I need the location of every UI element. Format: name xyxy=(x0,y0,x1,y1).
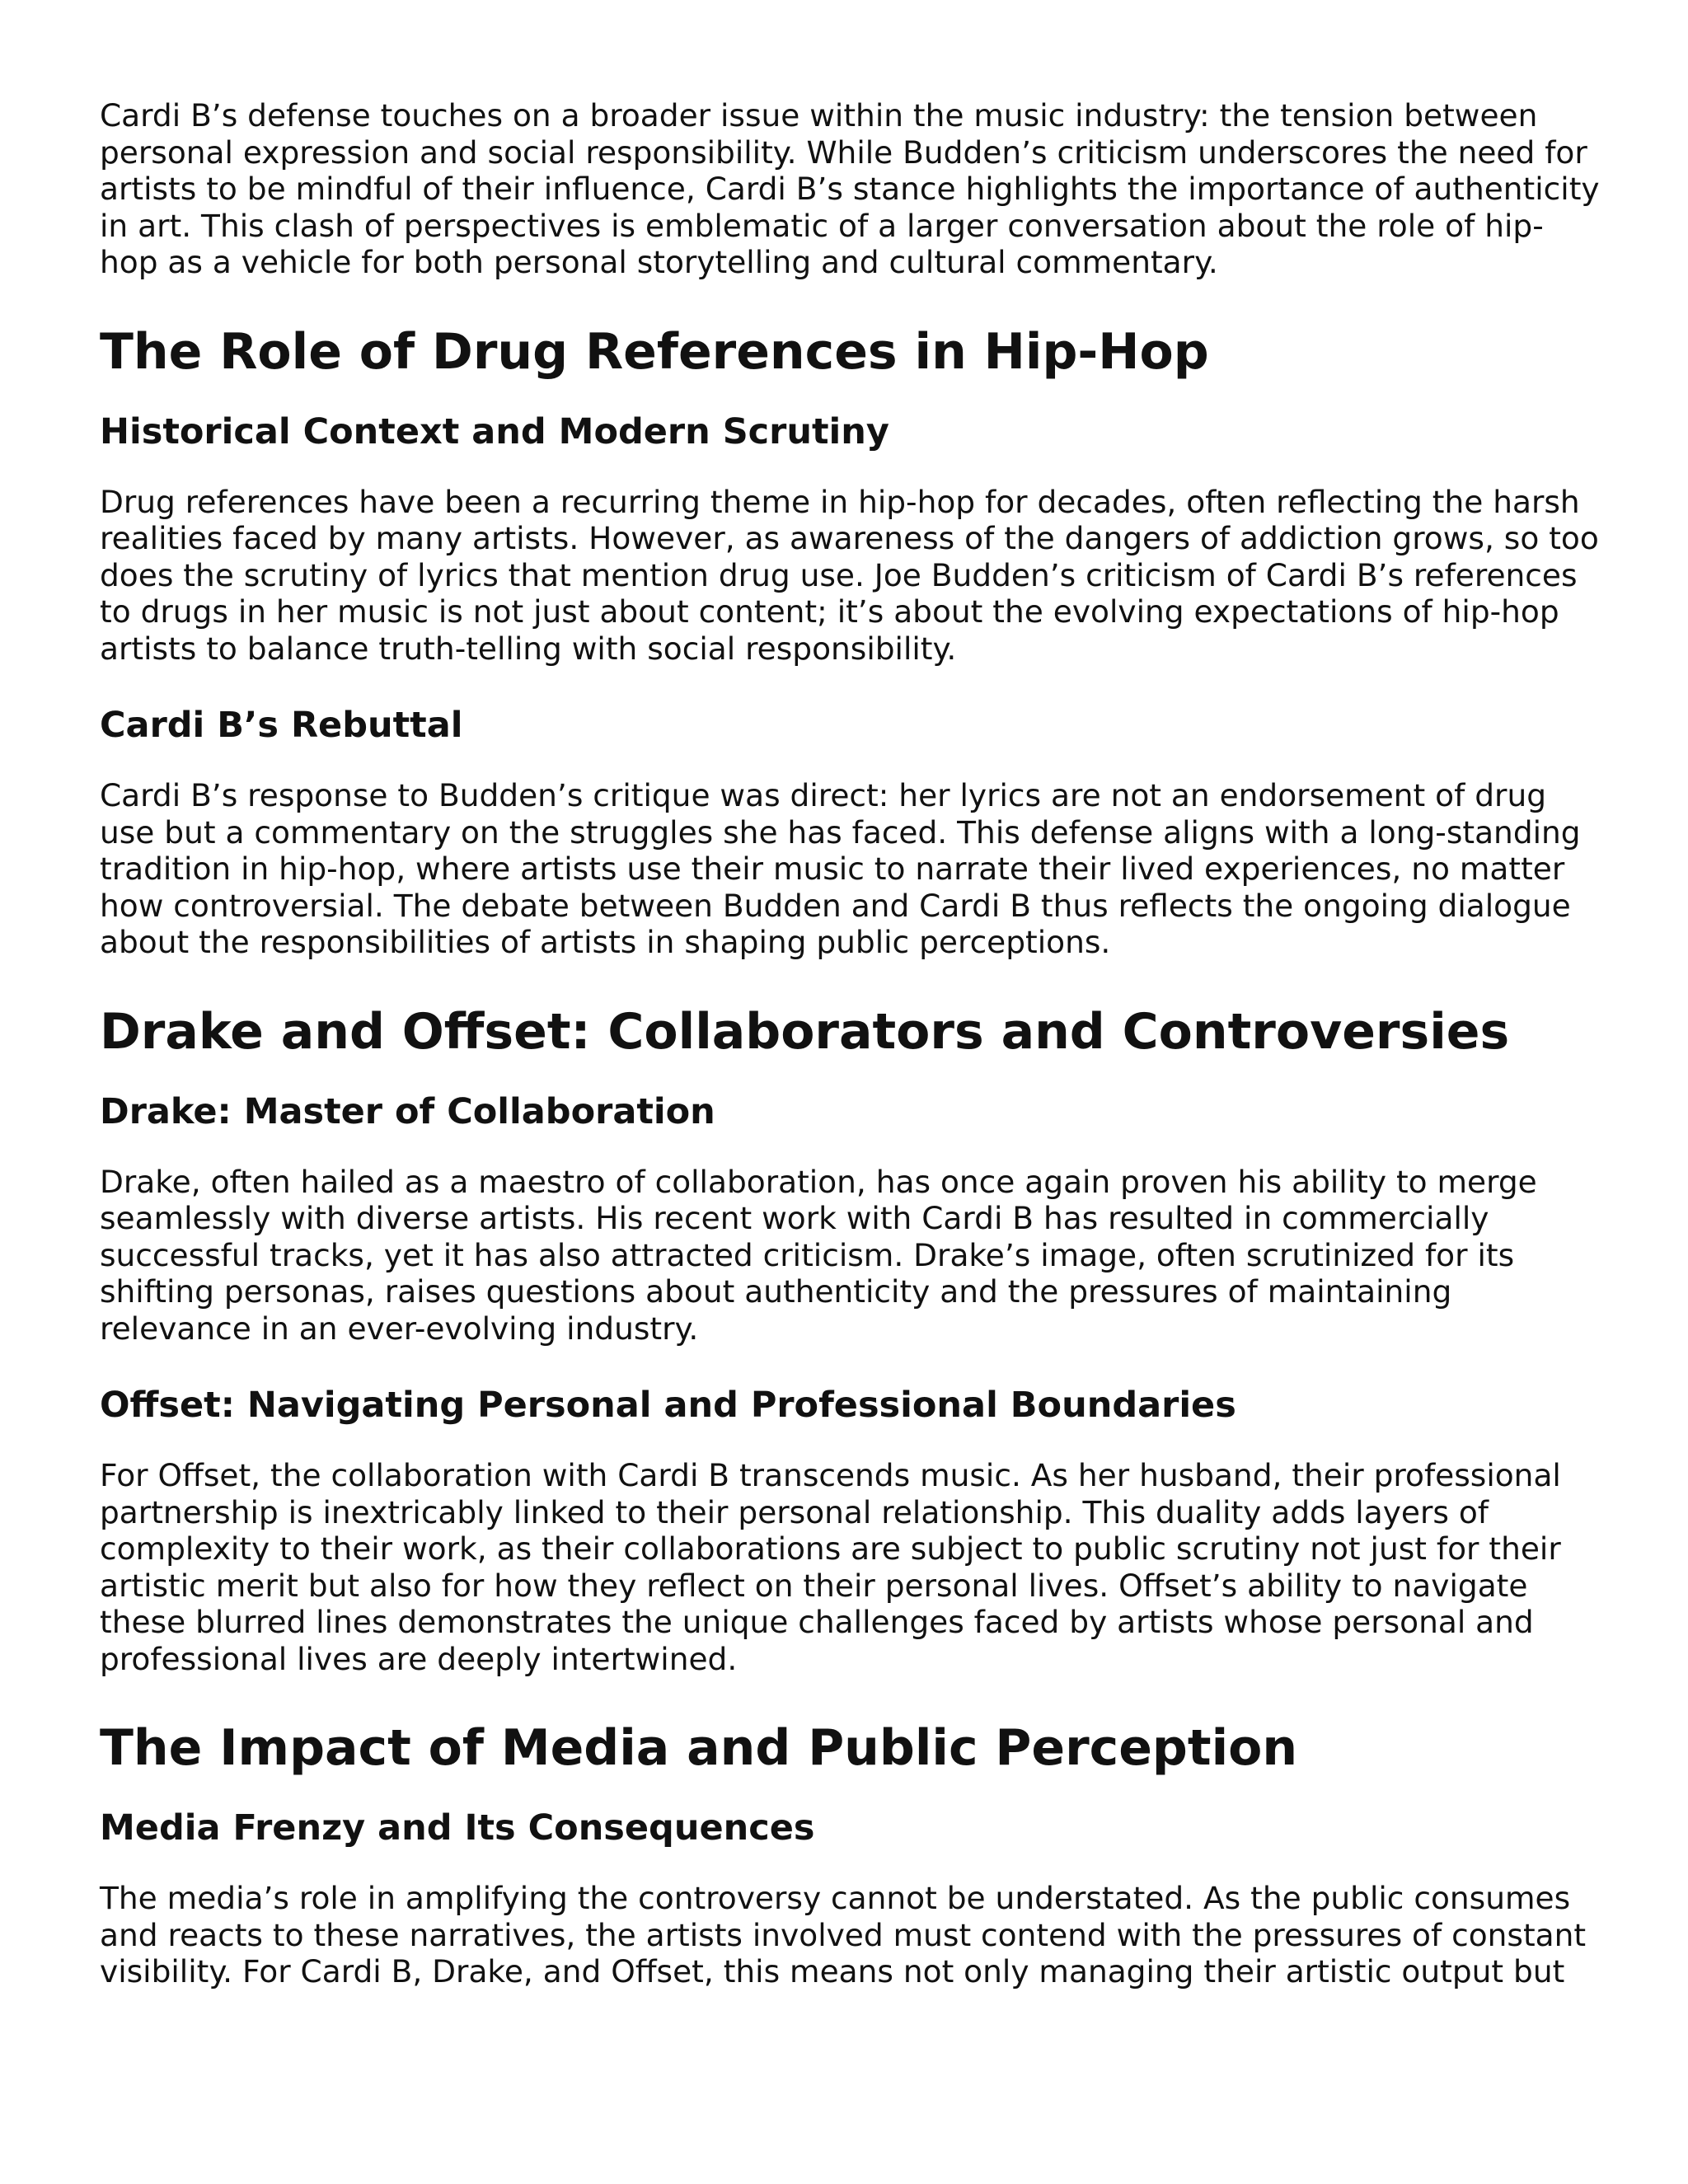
paragraph-drake-collaboration: Drake, often hailed as a maestro of collaboration, has once again proven his ability to merge seamlessly with diverse artists. His recent work with Cardi B has resulted in commercially successful tracks, yet it has also attracted criticism. Drake’s image, often scrutinized for its shifting personas, raises questions about authenticity and the pressures of maintaining relevance in an ever-evolving industry. xyxy=(100,1163,1537,1347)
section-heading-drake-offset: Drake and Offset: Collaborators and Controversies xyxy=(100,1002,1510,1061)
section-heading-media-perception: The Impact of Media and Public Perception xyxy=(100,1719,1298,1777)
subheading-media-frenzy: Media Frenzy and Its Consequences xyxy=(100,1807,815,1849)
document-page xyxy=(100,97,1600,1990)
intro-paragraph: Cardi B’s defense touches on a broader issue within the music industry: the tension between personal expression and social responsibility. While Budden’s criticism underscores the need for artists to be mindful of their influence, Cardi B’s stance highlights the importance of authenticity in art. This clash of perspectives is emblematic of a larger conversation about the role of hip-hop as a vehicle for both personal storytelling and cultural commentary. xyxy=(100,97,1600,280)
paragraph-offset-boundaries: For Offset, the collaboration with Cardi B transcends music. As her husband, their professional partnership is inextricably linked to their personal relationship. This duality adds layers of complexity to their work, as their collaborations are subject to public scrutiny not just for their artistic merit but also for how they reflect on their personal lives. Offset’s ability to navigate these blurred lines demonstrates the unique challenges faced by artists whose personal and professional lives are deeply intertwined. xyxy=(100,1457,1561,1677)
subheading-historical-context: Historical Context and Modern Scrutiny xyxy=(100,410,889,452)
subheading-drake-collaboration: Drake: Master of Collaboration xyxy=(100,1090,715,1132)
paragraph-historical-context: Drug references have been a recurring theme in hip-hop for decades, often reflecting the harsh realities faced by many artists. However, as awareness of the dangers of addiction grows, so too does the scrutiny of lyrics that mention drug use. Joe Budden’s criticism of Cardi B’s references to drugs in her music is not just about content; it’s about the evolving expectations of hip-hop artists to balance truth-telling with social responsibility. xyxy=(100,483,1599,667)
section-heading-drug-references: The Role of Drug References in Hip-Hop xyxy=(100,322,1209,381)
paragraph-media-frenzy: The media’s role in amplifying the controversy cannot be understated. As the public consumes and reacts to these narratives, the artists involved must contend with the pressures of constant visibility. For Cardi B, Drake, and Offset, this means not only managing their artistic output but xyxy=(100,1880,1587,1990)
subheading-offset-boundaries: Offset: Navigating Personal and Professional Boundaries xyxy=(100,1385,1236,1426)
paragraph-cardi-rebuttal: Cardi B’s response to Budden’s critique was direct: her lyrics are not an endorsement of drug use but a commentary on the struggles she has faced. This defense aligns with a long-standing tradition in hip-hop, where artists use their music to narrate their lived experiences, no matter how controversial. The debate between Budden and Cardi B thus reflects the ongoing dialogue about the responsibilities of artists in shaping public perceptions. xyxy=(100,777,1581,960)
subheading-cardi-rebuttal: Cardi B’s Rebuttal xyxy=(100,705,463,746)
